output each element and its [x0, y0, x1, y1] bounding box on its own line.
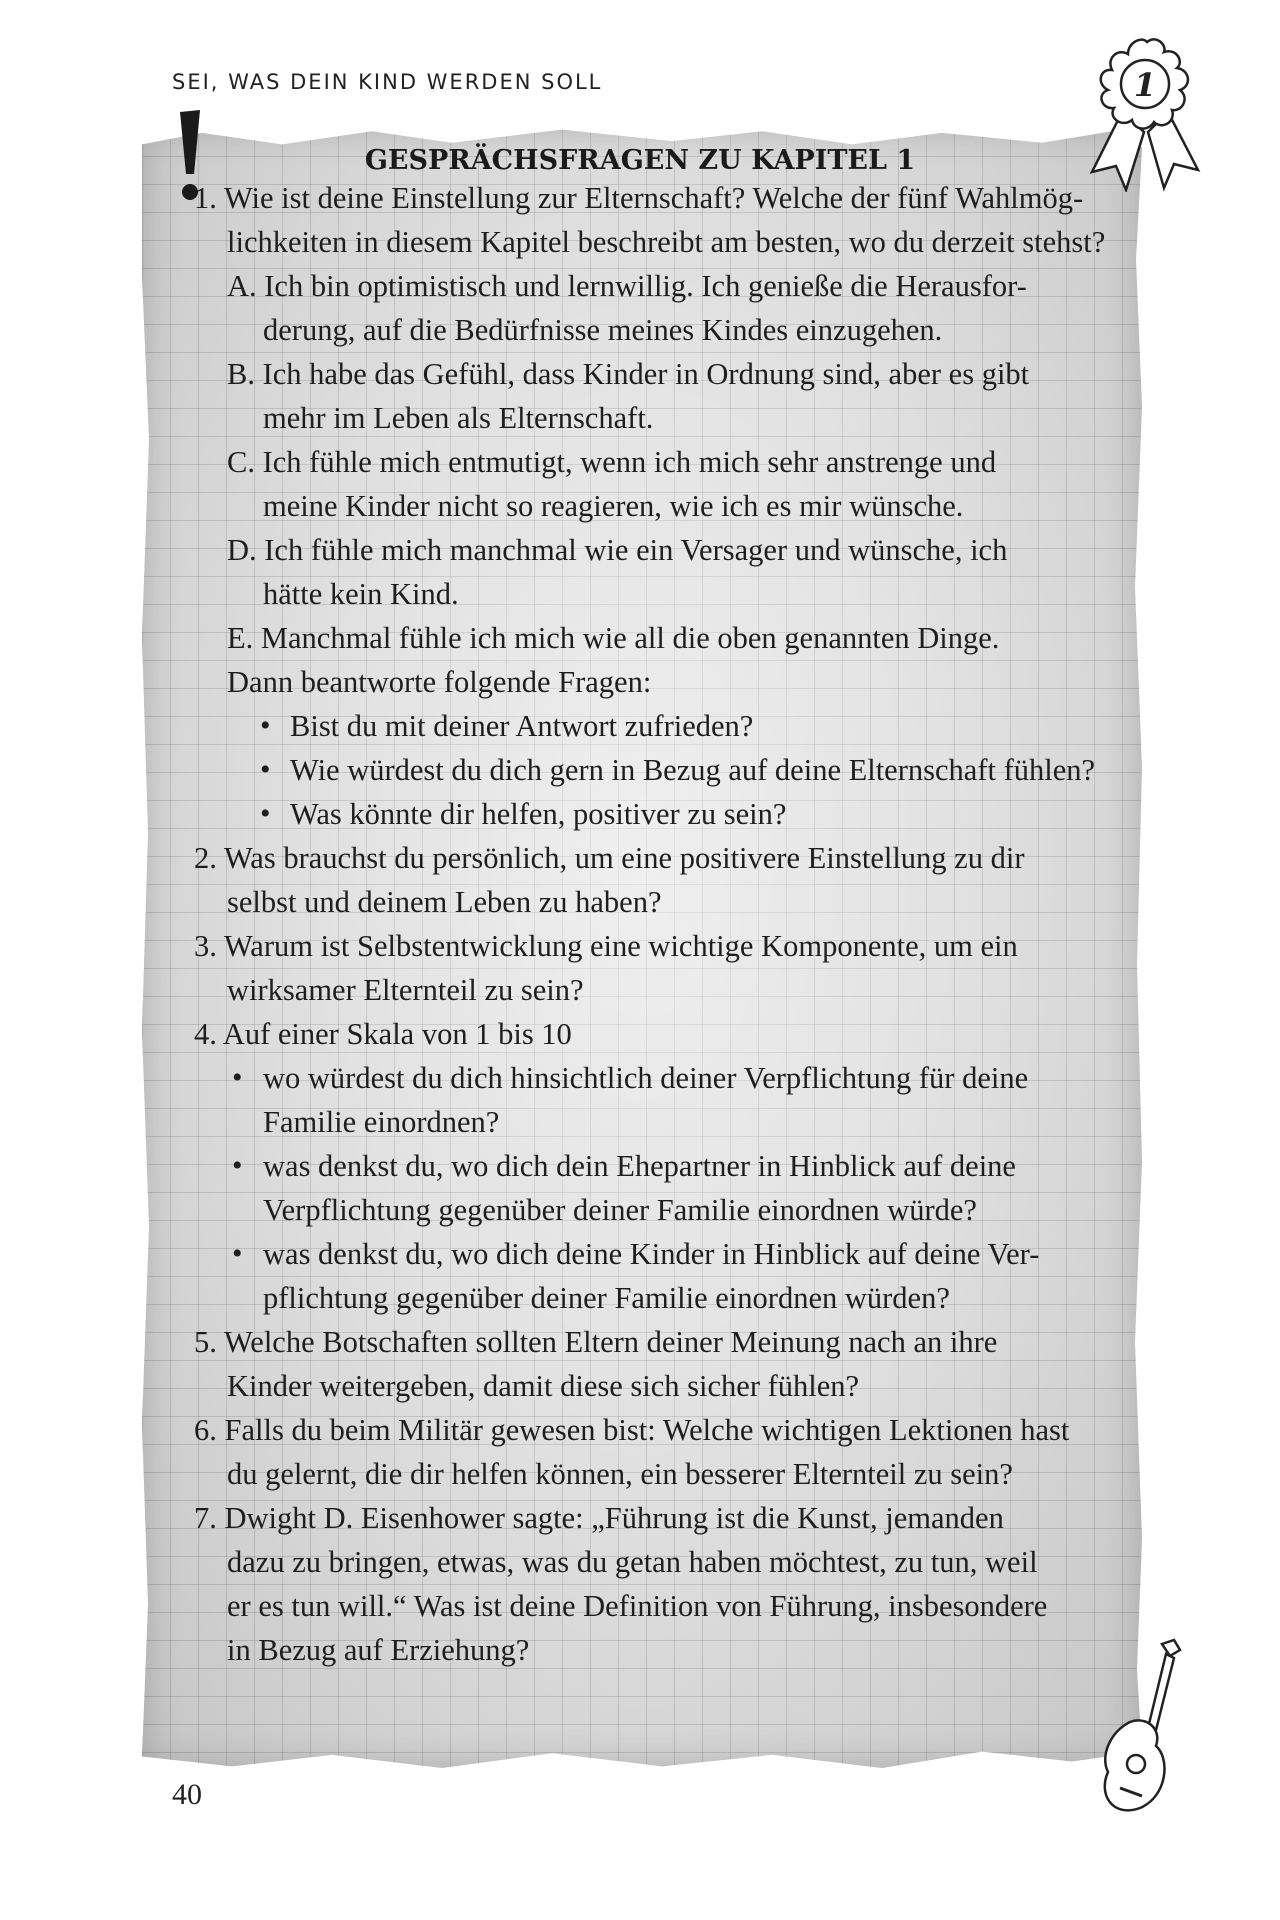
- text-line: mehr im Leben als Elternschaft.: [263, 401, 654, 435]
- text-line: er es tun will.“ Was ist deine Definition von Führung, insbesondere: [227, 1589, 1048, 1623]
- text-line: lichkeiten in diesem Kapitel beschreibt am besten, wo du derzeit stehst?: [227, 225, 1106, 259]
- text-line: in Bezug auf Erziehung?: [227, 1633, 530, 1667]
- bullet: •: [260, 709, 271, 742]
- text-line: 4. Auf einer Skala von 1 bis 10: [194, 1017, 572, 1051]
- text-line: E. Manchmal fühle ich mich wie all die oben genannten Dinge.: [227, 621, 1000, 655]
- text-line: pflichtung gegenüber deiner Familie einordnen würden?: [263, 1281, 950, 1315]
- bullet: •: [260, 797, 271, 830]
- text-line: 1. Wie ist deine Einstellung zur Elternschaft? Welche der fünf Wahlmög-: [194, 181, 1084, 215]
- text-line: Was könnte dir helfen, positiver zu sein?: [290, 797, 787, 831]
- text-line: du gelernt, die dir helfen können, ein besserer Elternteil zu sein?: [227, 1457, 1013, 1491]
- text-line: D. Ich fühle mich manchmal wie ein Versager und wünsche, ich: [227, 533, 1008, 567]
- bullet: •: [232, 1237, 243, 1270]
- text-line: 7. Dwight D. Eisenhower sagte: „Führung ist die Kunst, jemanden: [194, 1501, 1004, 1535]
- text-line: 2. Was brauchst du persönlich, um eine positivere Einstellung zu dir: [194, 841, 1025, 875]
- text-line: Verpflichtung gegenüber deiner Familie einordnen würde?: [263, 1193, 977, 1227]
- bullet: •: [260, 753, 271, 786]
- text-line: 5. Welche Botschaften sollten Eltern deiner Meinung nach an ihre: [194, 1325, 998, 1359]
- text-line: 3. Warum ist Selbstentwicklung eine wichtige Komponente, um ein: [194, 929, 1018, 963]
- text-line: Familie einordnen?: [263, 1105, 500, 1139]
- bullet: •: [232, 1061, 243, 1094]
- badge-number: 1: [1133, 66, 1157, 104]
- text-line: C. Ich fühle mich entmutigt, wenn ich mich sehr anstrenge und: [227, 445, 997, 479]
- text-line: 6. Falls du beim Militär gewesen bist: Welche wichtigen Lektionen hast: [194, 1413, 1070, 1447]
- text-line: Wie würdest du dich gern in Bezug auf deine Elternschaft fühlen?: [290, 753, 1096, 787]
- text-line: was denkst du, wo dich dein Ehepartner in Hinblick auf deine: [263, 1149, 1016, 1183]
- page-number: 40: [172, 1778, 202, 1811]
- text-line: meine Kinder nicht so reagieren, wie ich es mir wünsche.: [263, 489, 964, 523]
- text-line: Dann beantworte folgende Fragen:: [227, 665, 652, 699]
- text-line: derung, auf die Bedürfnisse meines Kindes einzugehen.: [263, 313, 943, 347]
- text-line: B. Ich habe das Gefühl, dass Kinder in Ordnung sind, aber es gibt: [227, 357, 1030, 391]
- text-line: Bist du mit deiner Antwort zufrieden?: [290, 709, 754, 743]
- guitar-doodle-icon: [1090, 1636, 1200, 1826]
- text-line: wo würdest du dich hinsichtlich deiner Verpflichtung für deine: [263, 1061, 1029, 1095]
- text-line: wirksamer Elternteil zu sein?: [227, 973, 584, 1007]
- text-line: dazu zu bringen, etwas, was du getan haben möchtest, zu tun, weil: [227, 1545, 1038, 1579]
- text-line: Kinder weitergeben, damit diese sich sicher fühlen?: [227, 1369, 860, 1403]
- section-heading: GESPRÄCHSFRAGEN ZU KAPITEL 1: [364, 145, 916, 176]
- bullet: •: [232, 1149, 243, 1182]
- text-line: A. Ich bin optimistisch und lernwillig. Ich genieße die Herausfor-: [227, 269, 1027, 303]
- text-line: was denkst du, wo dich deine Kinder in Hinblick auf deine Ver-: [263, 1237, 1040, 1271]
- text-line: selbst und deinem Leben zu haben?: [227, 885, 662, 919]
- text-line: hätte kein Kind.: [263, 577, 459, 611]
- running-head: SEI, WAS DEIN KIND WERDEN SOLL: [172, 70, 603, 94]
